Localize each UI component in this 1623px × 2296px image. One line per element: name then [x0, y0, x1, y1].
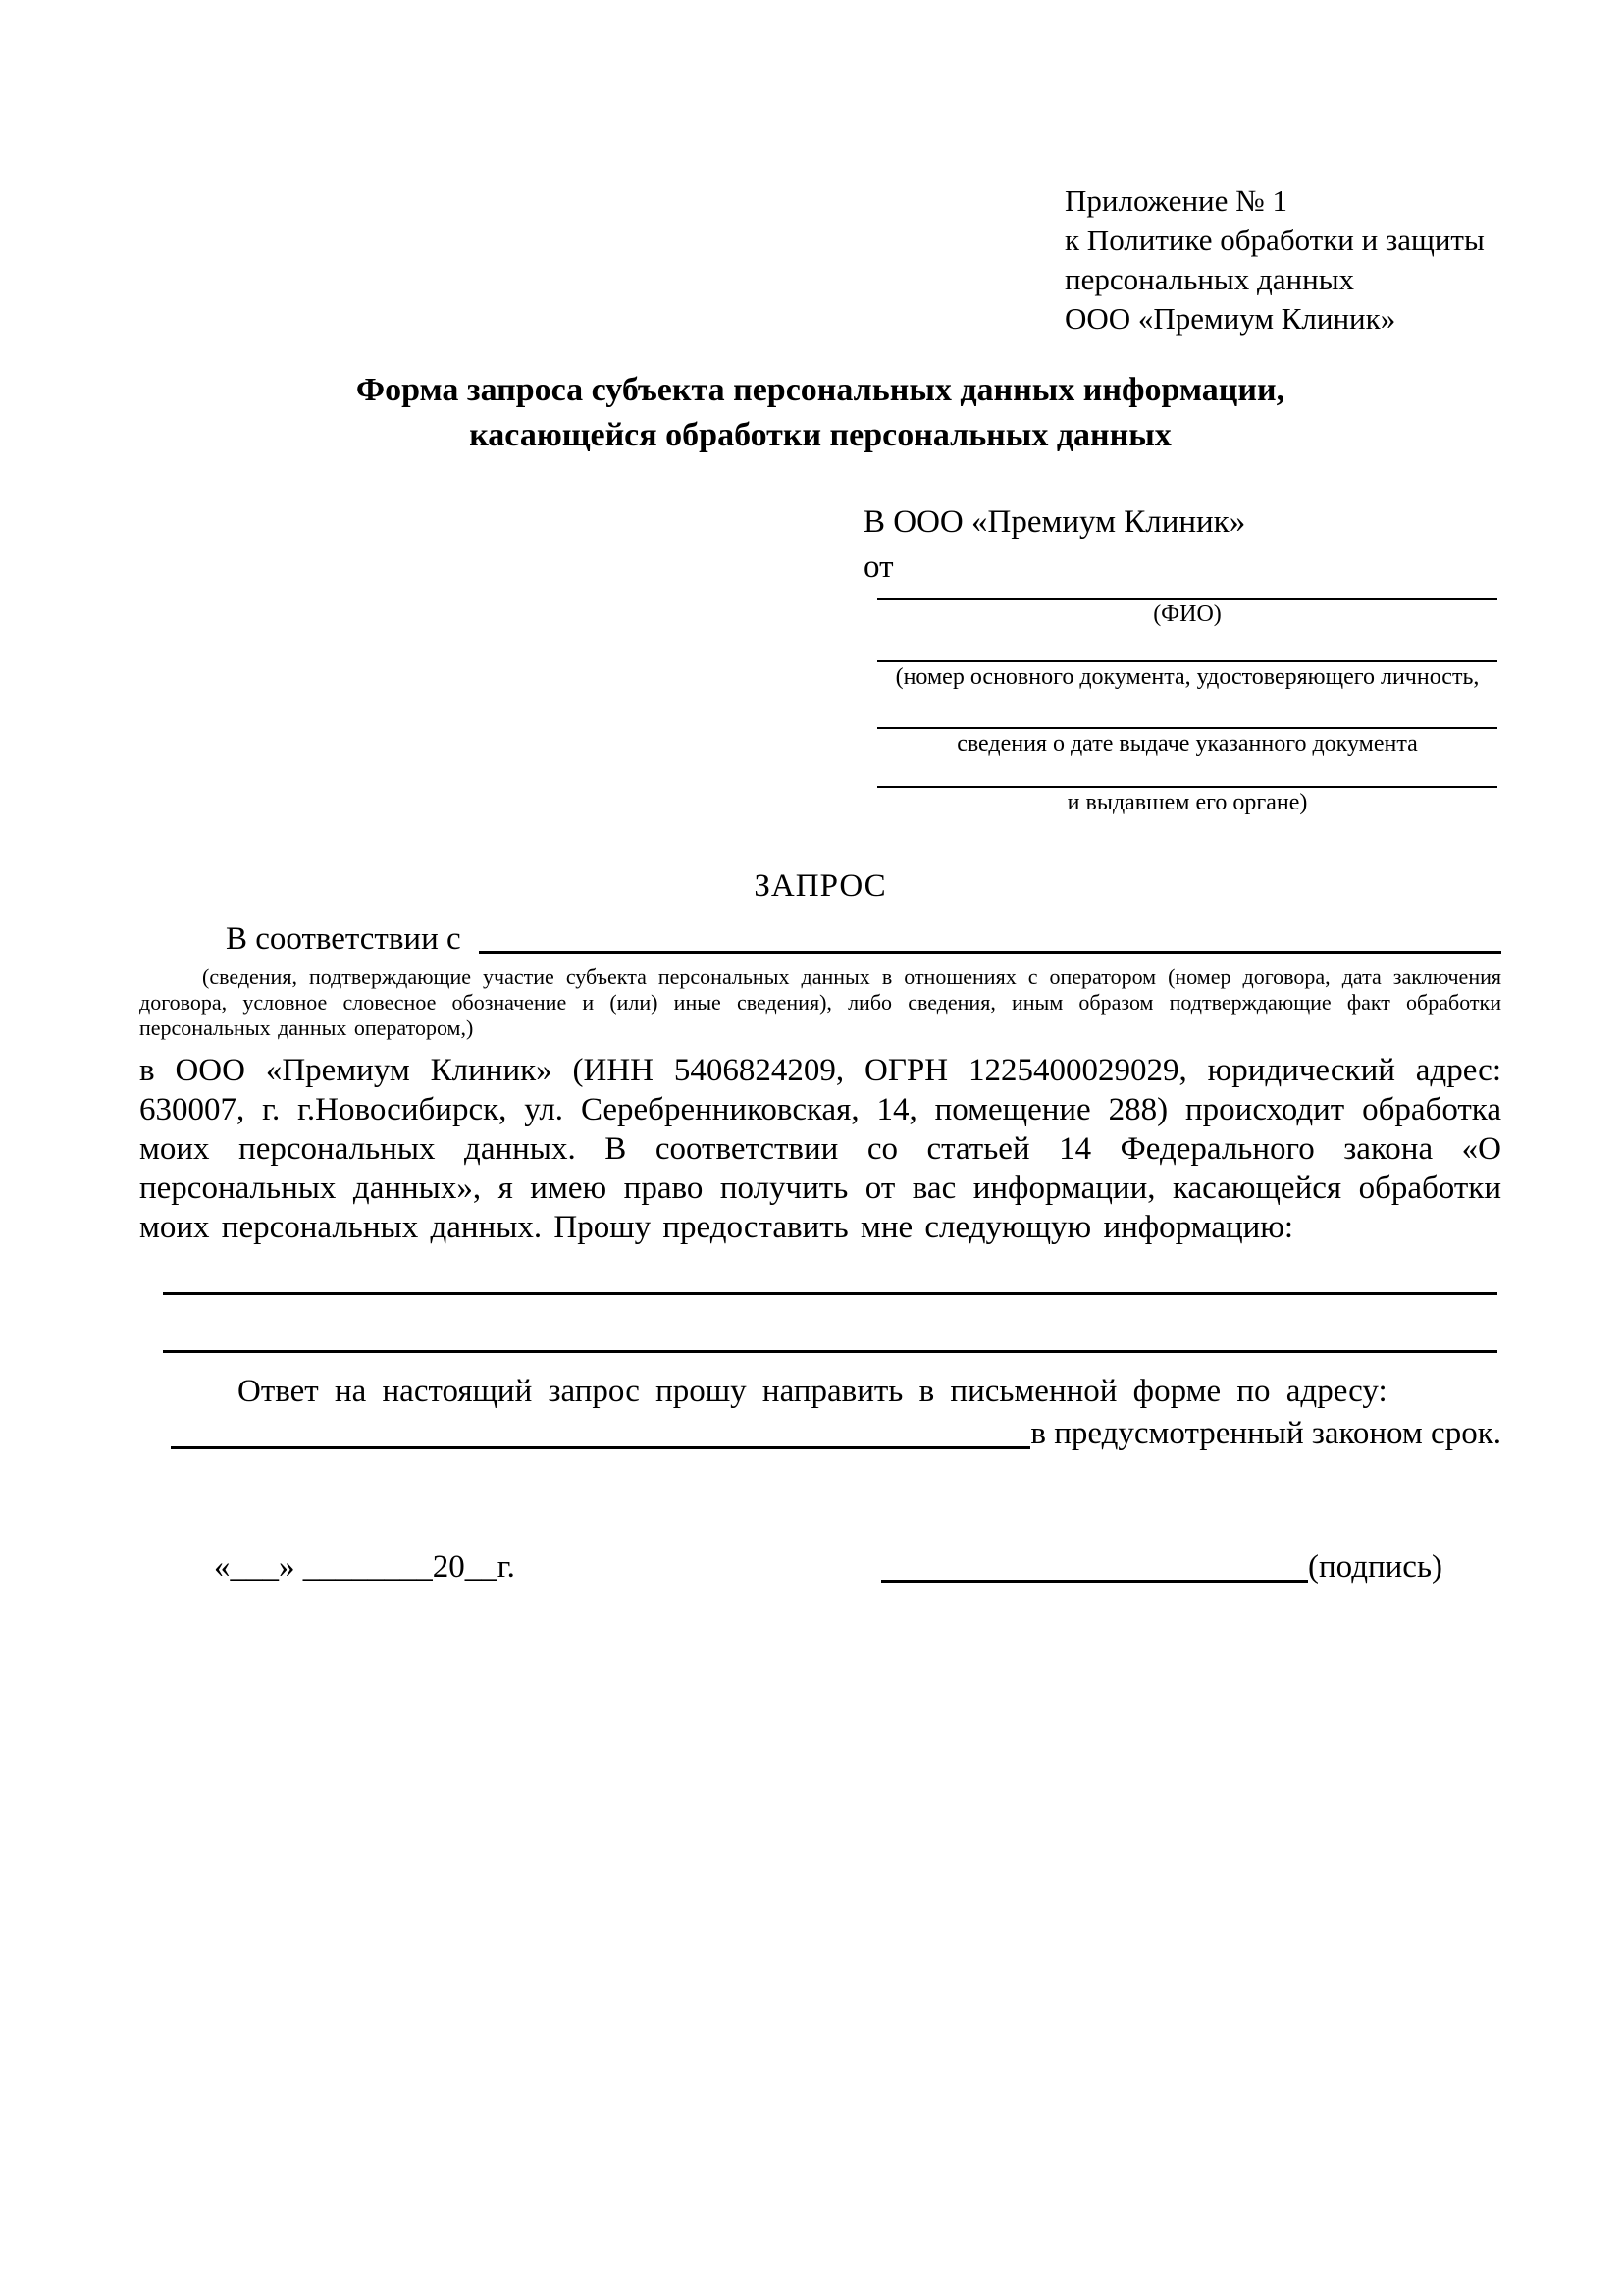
info-blank-line-1 [163, 1292, 1497, 1295]
appendix-line-1: Приложение № 1 [1065, 183, 1287, 218]
basis-line [139, 917, 1501, 961]
fio-caption: (ФИО) [1153, 601, 1222, 627]
signature-caption: (подпись) [1308, 1549, 1442, 1585]
appendix-line-2: к Политике обработки и защиты [1065, 223, 1485, 257]
basis-note: (сведения, подтверждающие участие субъекта персональных данных в отношениях с оператором (номер договора, дата заключения договора, условное словесное обозначение и (или) иные сведения), либо сведения, иным образом подтверждающие факт обработки персональных данных оператором,) [139, 965, 1501, 1040]
reply-address-line [139, 1412, 1501, 1455]
doc-number-caption: (номер основного документа, удостоверяющего личность, [895, 664, 1480, 690]
form-title-line-2: касающейся обработки персональных данных [469, 417, 1172, 453]
info-blank-line-2 [163, 1350, 1497, 1353]
date-blank-field: «___» ________20__г. [214, 1549, 515, 1585]
form-title-line-1: Форма запроса субъекта персональных данных информации, [355, 372, 1285, 408]
doc-number-field [864, 660, 1501, 692]
reply-suffix: в предусмотренный законом срок. [1030, 1416, 1501, 1451]
basis-blank-line [479, 951, 1501, 954]
request-heading: ЗАПРОС [754, 868, 887, 904]
form-title [139, 368, 1501, 458]
fio-field [864, 598, 1501, 629]
signature-block [881, 1545, 1501, 1589]
reply-paragraph: Ответ на настоящий запрос прошу направить в письменной форме по адресу: [237, 1374, 1387, 1409]
appendix-line-3: персональных данных [1065, 262, 1355, 296]
recipient-block [864, 499, 1501, 817]
signature-blank-line [881, 1580, 1308, 1583]
request-body: в ООО «Премиум Клиник» (ИНН 5406824209, ОГРН 1225400029029, юридический адрес: 630007, г. г.Новосибирск, ул. Серебренниковская, 14, помещение 288) происходит обработка моих персональных данных. В соответствии со статьей 14 Федерального закона «О персональных данных», я имею право получить от вас информации, касающейся обработки моих персональных данных. Прошу предоставить мне следующую информацию: [139, 1053, 1501, 1245]
appendix-header [1065, 182, 1501, 339]
basis-prefix: В соответствии с [226, 921, 469, 957]
doc-date-field [864, 727, 1501, 758]
doc-issuer-field [864, 786, 1501, 817]
doc-date-caption: сведения о дате выдаче указанного документа [957, 731, 1418, 757]
reply-address-blank-line [171, 1446, 1030, 1449]
recipient-to: В ООО «Премиум Клиник» [864, 504, 1246, 540]
recipient-from: от [864, 549, 894, 585]
appendix-line-4: ООО «Премиум Клиник» [1065, 301, 1396, 336]
doc-issuer-caption: и выдавшем его органе) [1067, 790, 1308, 815]
footer-row [139, 1545, 1501, 1589]
